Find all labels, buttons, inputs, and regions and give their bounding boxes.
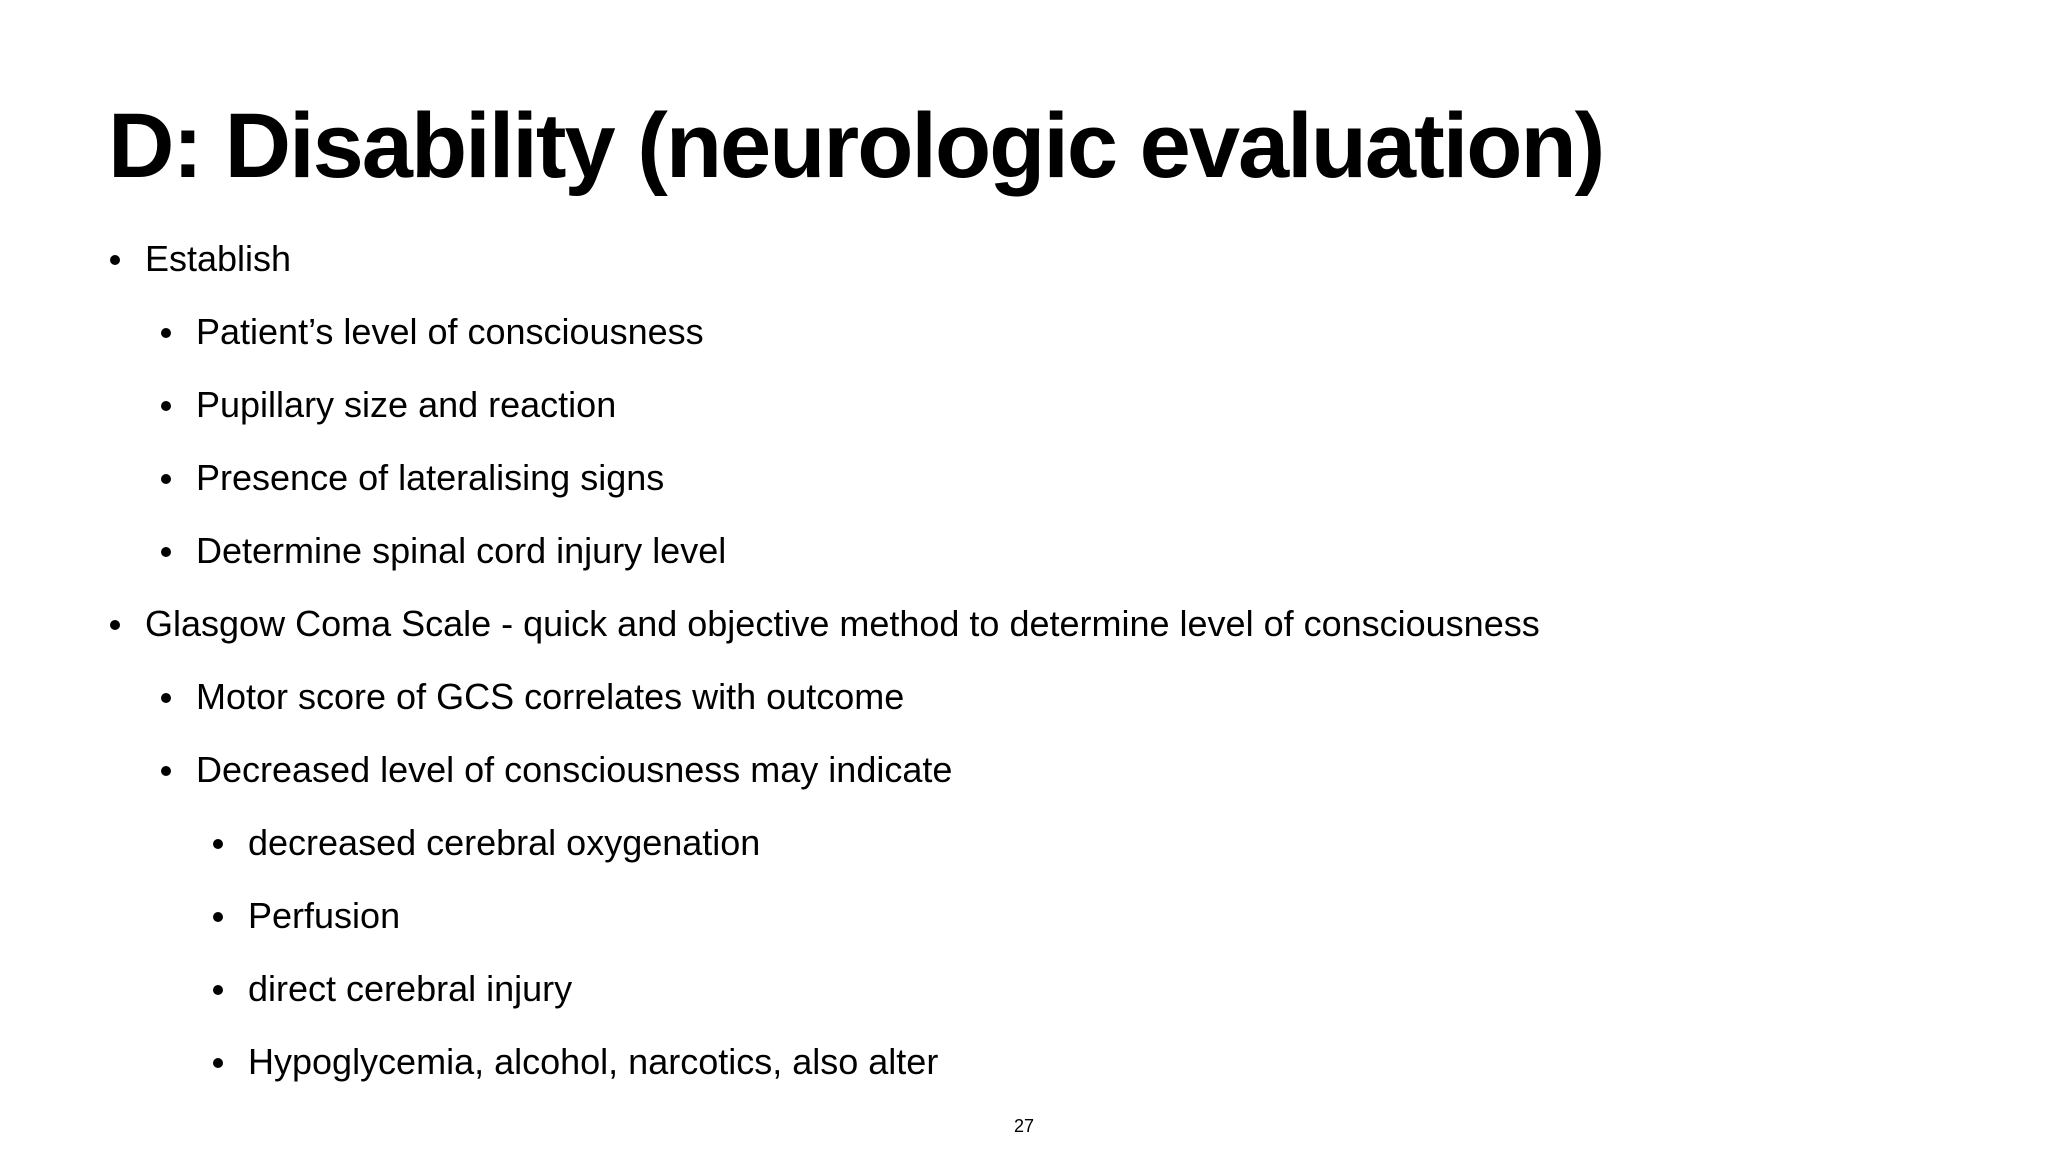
bullet-text: Determine spinal cord injury level [196,530,727,571]
bullet-dot [161,328,171,338]
bullet-dot [213,1058,223,1068]
bullet-dot [161,547,171,557]
bullet-dot [161,401,171,411]
bullet-text: Patient’s level of consciousness [196,311,704,352]
page-number: 27 [1013,1116,1035,1136]
bullet-text: Pupillary size and reaction [196,384,617,425]
bullet-text: Hypoglycemia, alcohol, narcotics, also alter [248,1041,939,1082]
bullet-text: Motor score of GCS correlates with outcome [196,676,905,717]
bullet-dot [161,474,171,484]
bullet-text: direct cerebral injury [248,968,573,1009]
bullet-text: Perfusion [248,895,401,936]
slide-title: D: Disability (neurologic evaluation) [108,95,1604,197]
bullet-text: Decreased level of consciousness may indicate [196,749,953,790]
bullet-dot [213,839,223,849]
bullet-text: Presence of lateralising signs [196,457,665,498]
bullet-dot [213,985,223,995]
bullet-dot [110,620,120,630]
bullet-dot [161,766,171,776]
bullet-dot [213,912,223,922]
bullet-text: Establish [145,238,292,279]
bullet-dot [110,255,120,265]
bullet-text: Glasgow Coma Scale - quick and objective method to determine level of consciousness [145,603,1540,644]
bullet-dot [161,693,171,703]
bullet-text: decreased cerebral oxygenation [248,822,761,863]
